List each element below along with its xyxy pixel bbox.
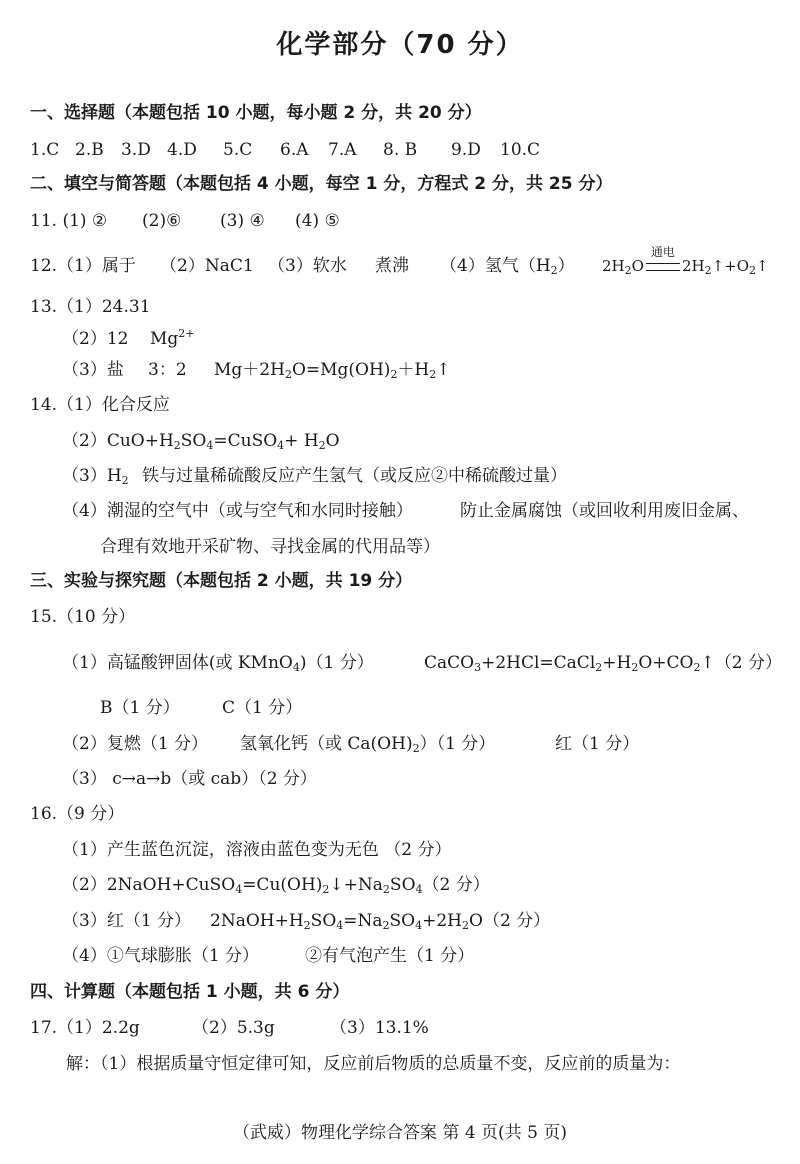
q14-part4-cont: 合理有效地开采矿物、寻找金属的代用品等） (100, 537, 440, 557)
q16-heading: 16.（9 分） (30, 804, 125, 824)
q15-part2-color: 红（1 分） (555, 734, 640, 754)
q15-heading: 15.（10 分） (30, 607, 136, 627)
q16-part3 (0, 910, 800, 932)
answer-7: 7.A (328, 140, 357, 160)
q15-part1-apparatus (0, 697, 800, 719)
q15-part1 (0, 652, 800, 674)
answer-5: 5.C (223, 140, 253, 160)
q16-part2: $(2)2NaOH+CuSO_4=Cu(OH)_2↓+Na_2SO_4(2$ 分） (62, 875, 490, 896)
q15-part3: （3） c→a→b（或 cab）（2 分） (62, 769, 317, 789)
q12-part3: （3）软水 (268, 256, 347, 276)
q13-part2 (0, 328, 800, 350)
q14-part3 (0, 465, 800, 487)
answer-6: 6.A (280, 140, 309, 160)
q16-part1: （1）产生蓝色沉淀，溶液由蓝色变为无色 （2 分） (62, 840, 452, 860)
q11-part2: (2)⑥ (142, 211, 182, 231)
q15-part2-observation: （2）复燃（1 分） (62, 734, 209, 754)
q13-part3 (0, 359, 800, 381)
page-footer: （武威）物理化学综合答案 第 4 页(共 5 页) (233, 1123, 567, 1143)
q16-part4-observation-2: ②有气泡产生（1 分） (305, 946, 475, 966)
q12-part1: 12.（1）属于 (30, 256, 136, 276)
q17-answers (0, 1017, 800, 1039)
q14-part4 (0, 500, 800, 522)
q1-10-answers (0, 139, 800, 161)
q17-part2: （2）5.3g (192, 1018, 275, 1038)
section-1-heading: 一、选择题（本题包括 10 小题，每小题 2 分，共 20 分） (30, 103, 482, 123)
q13-part1: 13.（1）24.31 (30, 297, 151, 317)
answer-2: 2.B (75, 140, 104, 160)
q11-part3: (3) ④ (220, 211, 265, 231)
q14-part3-reason: 铁与过量稀硫酸反应产生氢气（或反应②中稀硫酸过量） (142, 466, 567, 486)
q12-part2: （2）NaC1 (160, 256, 254, 276)
q12-electrolysis-equation: $2H_2O$ 通电 $2H_2↑+O_2↑$ (602, 245, 769, 277)
q17-part3: （3）13.1% (330, 1018, 429, 1038)
answer-4: 4.D (167, 140, 197, 160)
q13-part3-ratio: 3：2 (148, 360, 187, 380)
q17-solution: 解：（1）根据质量守恒定律可知，反应前后物质的总质量不变，反应前的质量为： (66, 1054, 681, 1074)
q14-part1: 14.（1）化合反应 (30, 395, 170, 415)
q15-apparatus-b: B（1 分） (100, 698, 180, 718)
q13-part3-equation: $Mg+2H_2O=Mg(OH)_2+H_2↑$ (214, 360, 451, 381)
q17-part1: 17.（1）2.2g (30, 1018, 140, 1038)
q16-part3-color: （3）红（1 分） (62, 911, 192, 931)
q12-answer (0, 245, 800, 277)
q15-part1-reagent: （1）高锰酸钾固体(或 KMnO$_4$)（1 分） (62, 653, 374, 674)
q15-part1-equation: $CaCO_3+2HCl=CaCl_2+H_2O+CO_2↑(2$ 分） (424, 653, 782, 674)
q13-part2-ion: $Mg^{2+}$ (150, 327, 195, 349)
page-title: 化学部分（70 分） (276, 30, 524, 60)
q14-part2: $(2)CuO+H_2SO_4=CuSO_4+ H_2O$ (62, 431, 340, 452)
section-3-heading: 三、实验与探究题（本题包括 2 小题，共 19 分） (30, 571, 413, 591)
answer-9: 9.D (451, 140, 481, 160)
q11-part4: (4) ⑤ (295, 211, 340, 231)
q16-part3-equation: $2NaOH+H_2SO_4=Na_2SO_4+2H_2O(2$ 分） (210, 911, 551, 932)
q11-part1: 11. (1) ② (30, 211, 108, 231)
q13-part3-type: （3）盐 (62, 360, 124, 380)
q15-part2 (0, 733, 800, 755)
q15-apparatus-c: C（1 分） (222, 698, 303, 718)
q11-answer (0, 210, 800, 232)
q14-part3-gas: $(3)H_2$ (62, 466, 129, 487)
q16-part4-observation-1: （4）①气球膨胀（1 分） (62, 946, 260, 966)
section-4-heading: 四、计算题（本题包括 1 小题，共 6 分） (30, 982, 350, 1002)
q13-part2-number: （2）12 (62, 329, 129, 349)
section-2-heading: 二、填空与简答题（本题包括 4 小题，每空 1 分，方程式 2 分，共 25 分） (30, 174, 613, 194)
q16-part4 (0, 945, 800, 967)
answer-10: 10.C (500, 140, 541, 160)
q12-part3-method: 煮沸 (375, 256, 409, 276)
q14-part4-measure: 防止金属腐蚀（或回收利用废旧金属、 (460, 501, 749, 521)
answer-3: 3.D (121, 140, 151, 160)
answer-8: 8. B (383, 140, 418, 160)
q15-part2-reagent: 氢氧化钙（或 $Ca(OH)_2)(1$ 分） (240, 734, 496, 755)
q12-part4: （4）氢气$(H_2)$ (440, 256, 575, 277)
q14-part4-condition: （4）潮湿的空气中（或与空气和水同时接触） (62, 501, 413, 521)
answer-1: 1.C (30, 140, 60, 160)
